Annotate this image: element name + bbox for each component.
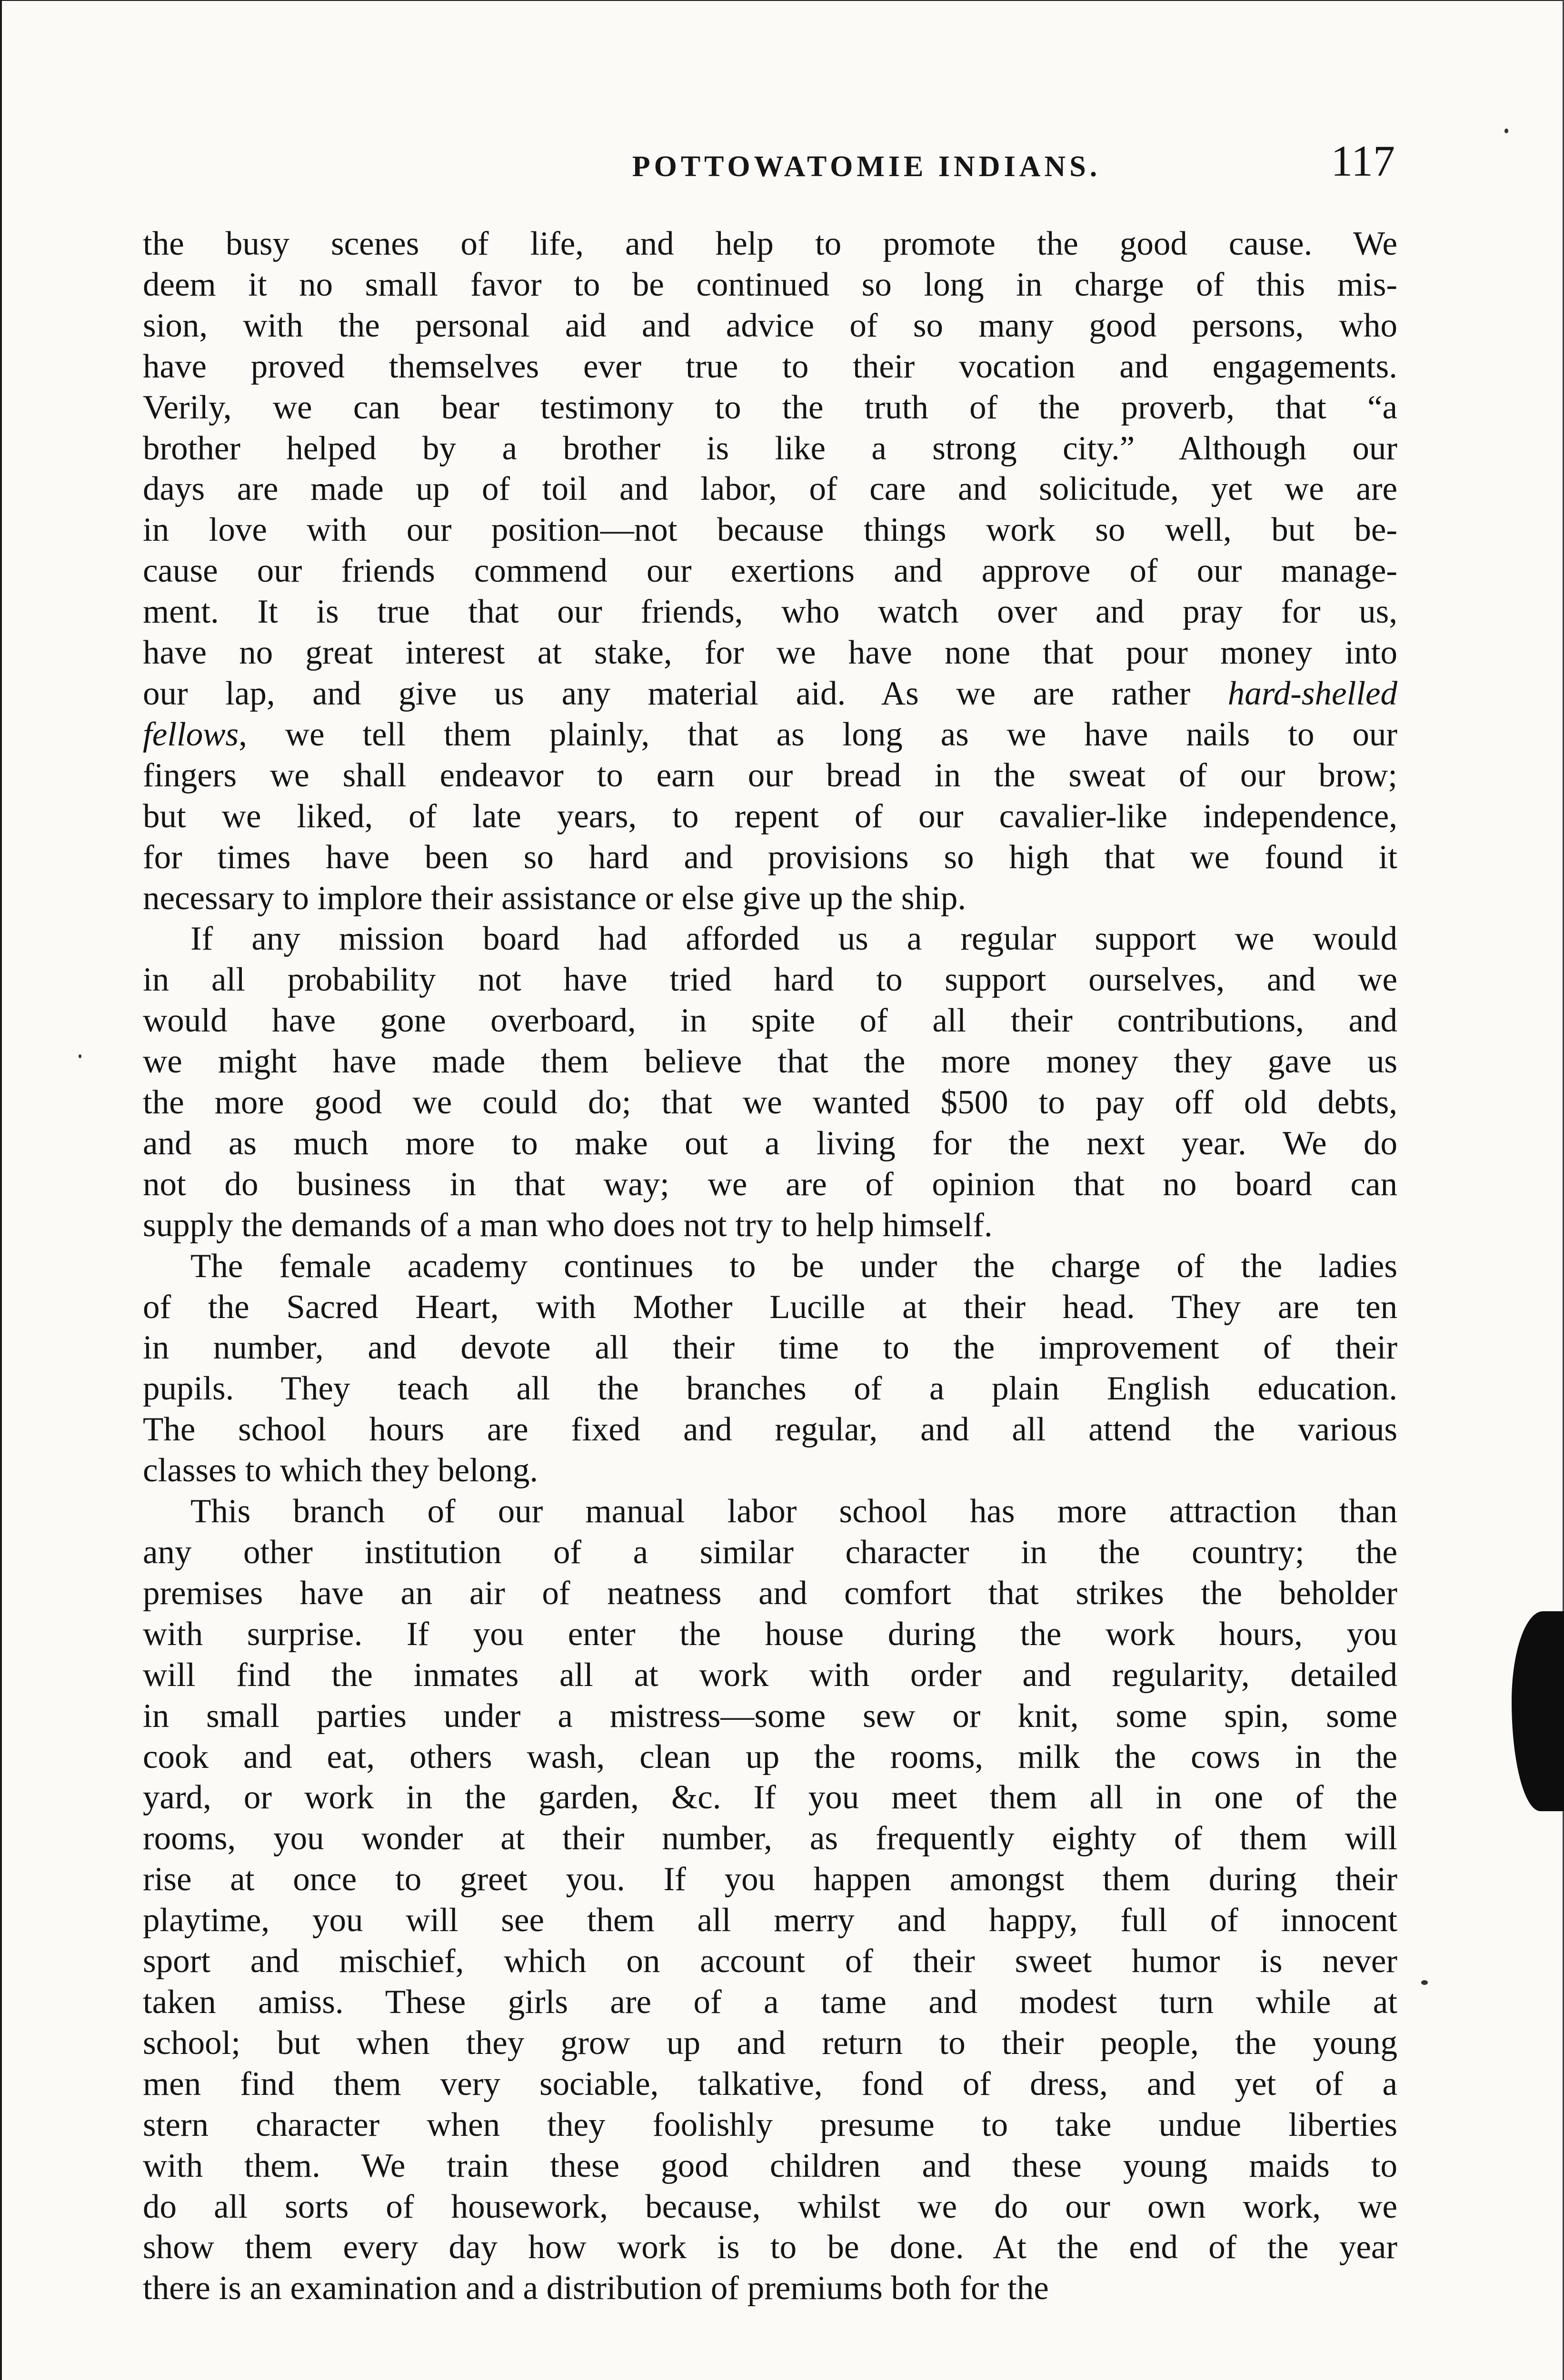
paper-speck — [1504, 129, 1508, 133]
text-line: but we liked, of late years, to repent of our cavalier-like independence, — [143, 797, 1397, 835]
text-line: in all probability not have tried hard to support ourselves, and we — [143, 961, 1397, 999]
text-line: not do business in that way; we are of opinion that no board can — [143, 1165, 1397, 1203]
text-line: fingers we shall endeavor to earn our bread in the sweat of our brow; — [143, 756, 1397, 794]
scan-edge-left — [0, 0, 2, 2380]
text-line: This branch of our manual labor school has more attraction than — [190, 1493, 1397, 1530]
text-line: playtime, you will see them all merry and happy, full of innocent — [143, 1902, 1397, 1939]
text-line: will find the inmates all at work with order and regularity, detailed — [143, 1656, 1397, 1694]
text-line: The school hours are fixed and regular, and all attend the various — [143, 1411, 1397, 1448]
text-line: the busy scenes of life, and help to promote the good cause. We — [143, 225, 1397, 262]
text-line: premises have an air of neatness and comfort that strikes the beholder — [143, 1574, 1397, 1612]
running-title: POTTOWATOMIE INDIANS. — [632, 150, 1101, 183]
text-line: school; but when they grow up and return to their people, the young — [143, 2024, 1397, 2062]
text-line: of the Sacred Heart, with Mother Lucille at their head. They are ten — [143, 1288, 1397, 1326]
text-line: the more good we could do; that we wanted $500 to pay off old debts, — [143, 1084, 1397, 1121]
text-line: brother helped by a brother is like a strong city.” Although our — [143, 429, 1397, 467]
text-line: classes to which they belong. — [143, 1452, 538, 1489]
text-line: sion, with the personal aid and advice of so many good persons, who — [143, 307, 1397, 344]
paragraph — [143, 1491, 1397, 2309]
text-line: necessary to implore their assistance or else give up the ship. — [143, 879, 966, 917]
text-line: there is an examination and a distribution of premiums both for the — [143, 2270, 1049, 2307]
text-line: Verily, we can bear testimony to the truth of the proverb, that “a — [143, 388, 1397, 426]
text-line: rise at once to greet you. If you happen amongst them during their — [143, 1861, 1397, 1898]
text-line: with them. We train these good children and these young maids to — [143, 2147, 1397, 2184]
text-line: we might have made them believe that the more money they gave us — [143, 1043, 1397, 1081]
text-line: our lap, and give us any material aid. As we are rather hard-shelled — [143, 674, 1397, 712]
text-line: If any mission board had afforded us a regular support we would — [190, 920, 1397, 958]
text-line: cook and eat, others wash, clean up the rooms, milk the cows in the — [143, 1738, 1397, 1775]
text-line: for times have been so hard and provisions so high that we found it — [143, 838, 1397, 876]
text-line: yard, or work in the garden, &c. If you meet them all in one of the — [143, 1779, 1397, 1816]
scan-edge-top — [0, 0, 1564, 1]
text-line: would have gone overboard, in spite of all their contributions, and — [143, 1002, 1397, 1040]
body-text — [143, 224, 1397, 2309]
text-line: days are made up of toil and labor, of care and solicitude, yet we are — [143, 470, 1397, 508]
paragraph — [143, 919, 1397, 1246]
text-line: The female academy continues to be under the charge of the ladies — [190, 1247, 1397, 1285]
text-line: cause our friends commend our exertions and approve of our manage- — [143, 552, 1397, 590]
text-line: in love with our position—not because things work so well, but be- — [143, 511, 1397, 549]
paper-speck — [1421, 1980, 1428, 1985]
text-line: in small parties under a mistress—some sew or knit, some spin, some — [143, 1697, 1397, 1735]
text-line: with surprise. If you enter the house during the work hours, you — [143, 1615, 1397, 1653]
text-line: have proved themselves ever true to their vocation and engagements. — [143, 347, 1397, 385]
text-line: stern character when they foolishly presume to take undue liberties — [143, 2106, 1397, 2143]
paper-speck — [79, 1054, 81, 1058]
text-line: any other institution of a similar character in the country; the — [143, 1534, 1397, 1571]
text-line: in number, and devote all their time to the improvement of their — [143, 1329, 1397, 1367]
text-line: have no great interest at stake, for we have none that pour money into — [143, 634, 1397, 672]
text-line: sport and mischief, which on account of their sweet humor is never — [143, 1943, 1397, 1980]
text-line: and as much more to make out a living for the next year. We do — [143, 1124, 1397, 1162]
text-line: show them every day how work is to be done. At the end of the year — [143, 2229, 1397, 2266]
text-line: rooms, you wonder at their number, as frequently eighty of them will — [143, 1820, 1397, 1857]
text-line: ment. It is true that our friends, who watch over and pray for us, — [143, 593, 1397, 631]
page-number: 117 — [1331, 137, 1395, 185]
text-line: fellows, we tell them plainly, that as long as we have nails to our — [143, 715, 1397, 753]
text-line: men find them very sociable, talkative, fond of dress, and yet of a — [143, 2065, 1397, 2102]
paragraph — [143, 224, 1397, 919]
text-line: pupils. They teach all the branches of a plain English education. — [143, 1370, 1397, 1408]
ink-blot-mark — [1512, 1611, 1564, 1811]
paragraph — [143, 1246, 1397, 1491]
text-line: do all sorts of housework, because, whilst we do our own work, we — [143, 2188, 1397, 2225]
text-line: deem it no small favor to be continued so long in charge of this mis- — [143, 266, 1397, 303]
text-line: taken amiss. These girls are of a tame and modest turn while at — [143, 1983, 1397, 2021]
text-line: supply the demands of a man who does not try to help himself. — [143, 1206, 993, 1244]
